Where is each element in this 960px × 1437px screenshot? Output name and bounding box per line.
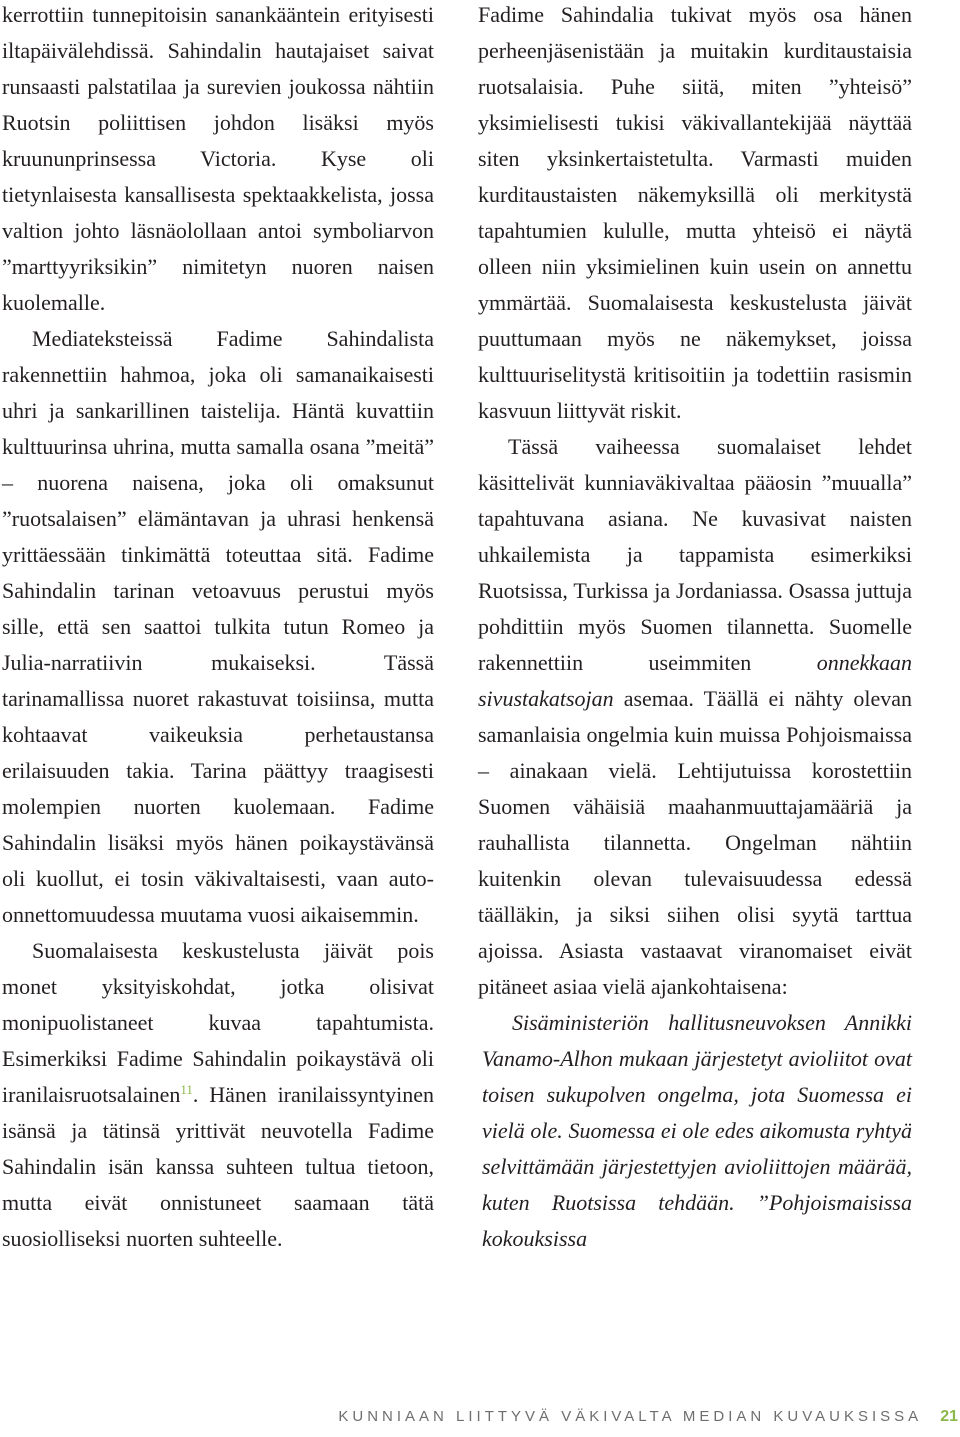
paragraph-text: . Hänen iranilaissyntyinen isänsä ja tätinsä yrittivät neuvotella Fadime Sahindalin isän kanssa suhteen tultua tietoon, mutta eivät onnistuneet saamaan tätä suosiolliseksi nuorten suhteelle. <box>2 1082 434 1251</box>
paragraph-text: Suomalaisesta keskustelusta jäivät pois monet yksityiskohdat, jotka olisivat monipuolistaneet kuvaa tapahtumista. Esimerkiksi Fadime Sahindalin poikaystävä oli iranilaisruotsalainen <box>2 938 434 1107</box>
page-number: 21 <box>940 1408 958 1425</box>
paragraph <box>2 933 434 1257</box>
block-quote: Sisäministeriön hallitusneuvoksen Annikki Vanamo-Alhon mukaan järjestetyt avioliitot ovat toisen sukupolven ongelma, jota Suomessa ei vielä ole. Suomessa ei ole edes aikomusta ryhtyä selvittämään järjestettyjen avioliittojen määrää, kuten Ruotsissa tehdään. ”Pohjoismaisissa kokouksissa <box>482 1010 912 1251</box>
running-title: KUNNIAAN LIITTYVÄ VÄKIVALTA MEDIAN KUVAUKSISSA <box>338 1408 923 1425</box>
paragraph: kerrottiin tunnepitoisin sanankääntein erityisesti iltapäivälehdissä. Sahindalin hautajaiset saivat runsaasti palstatilaa ja surevien joukossa nähtiin Ruotsin poliittisen johdon lisäksi myös kruununprinsessa Victoria. Kyse oli tietynlaisesta kansallisesta spektaakkelista, jossa valtion johto läsnäolollaan antoi symboliarvon ”marttyyriksikin” nimitetyn nuoren naisen kuolemalle. <box>2 2 434 315</box>
paragraph-text: Tässä vaiheessa suomalaiset lehdet käsittelivät kunniaväkivaltaa pääosin ”muualla” tapahtuvana asiana. Ne kuvasivat naisten uhkailemista ja tappamista esimerkiksi Ruotsissa, Turkissa ja Jordaniassa. Osassa juttuja pohdittiin myös Suomen tilannetta. Suomelle rakennettiin useimmiten <box>478 434 912 675</box>
emphasis-text: onnekkaan sivustakatsojan <box>478 650 912 711</box>
right-column <box>478 0 912 1257</box>
footnote-marker[interactable]: 11 <box>180 1082 193 1097</box>
paragraph <box>478 429 912 1005</box>
paragraph-text: asemaa. Täällä ei nähty olevan samanlaisia ongelmia kuin muissa Pohjoismaissa – ainakaan vielä. Lehtijutuissa korostettiin Suomen vähäisiä maahanmuuttajamääriä ja rauhallista tilannetta. Ongelman nähtiin kuitenkin olevan tulevaisuudessa edessä täälläkin, ja siksi siihen olisi syytä tarttua ajoissa. Asiasta vastaavat viranomaiset eivät pitäneet asiaa vielä ajankohtaisena: <box>478 686 912 999</box>
page-footer <box>0 1408 960 1436</box>
paragraph: Mediateksteissä Fadime Sahindalista rakennettiin hahmoa, joka oli samanaikaisesti uhri ja sankarillinen taistelija. Häntä kuvattiin kulttuurinsa uhrina, mutta samalla osana ”meitä” – nuorena naisena, joka oli omaksunut ”ruotsalaisen” elämäntavan ja uhrasi henkensä yrittäessään tinkimättä toteuttaa sitä. Fadime Sahindalin tarinan vetoavuus perustui myös sille, että sen saattoi tulkita tutun Romeo ja Julia-narratiivin mukaiseksi. Tässä tarinamallissa nuoret rakastuvat toisiinsa, mutta kohtaavat vaikeuksia perhetaustansa erilaisuuden takia. Tarina päättyy traagisesti molempien nuorten kuolemaan. Fadime Sahindalin lisäksi myös hänen poikaystävänsä oli kuollut, ei tosin väkivaltaisesti, vaan auto-onnettomuudessa muutama vuosi aikaisemmin. <box>2 326 434 927</box>
paragraph: Fadime Sahindalia tukivat myös osa hänen perheenjäsenistään ja muitakin kurditaustaisia ruotsalaisia. Puhe siitä, miten ”yhteisö” yksimielisesti tukisi väkivallantekijää näyttää siten yksinkertaistetulta. Varmasti muiden kurditaustaisten näkemyksillä oli merkitystä tapahtumien kululle, mutta yhteisö ei näytä olleen niin yksimielinen kuin usein on annettu ymmärtää. Suomalaisesta keskustelusta jäivät puuttumaan myös ne näkemykset, joissa kulttuuriselitystä kritisoitiin ja todettiin rasismin kasvuun liittyvät riskit. <box>478 2 912 423</box>
left-column <box>2 0 434 1257</box>
